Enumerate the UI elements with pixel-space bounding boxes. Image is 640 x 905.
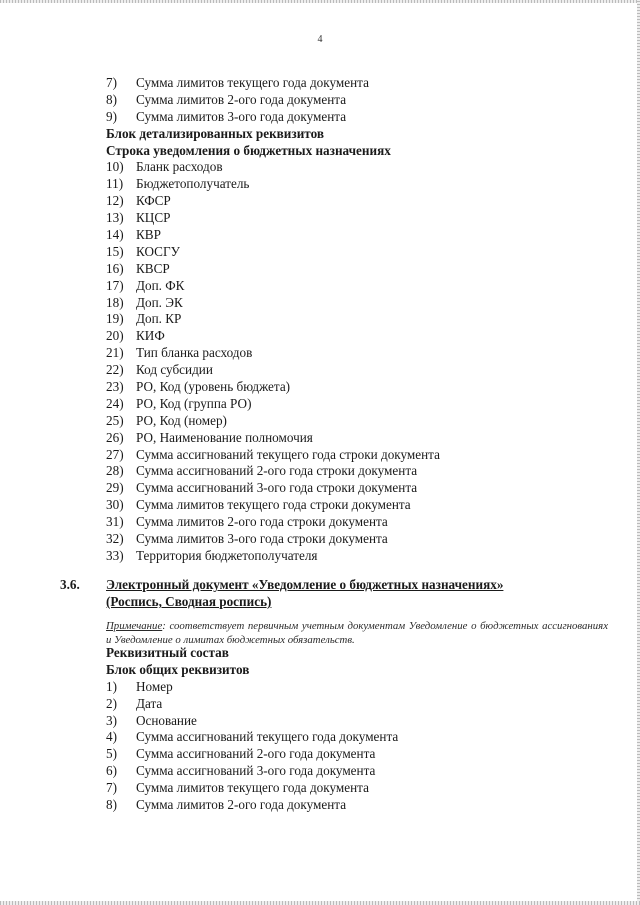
heading-composition: Реквизитный состав — [106, 645, 229, 660]
note-text: : соответствует первичным учетным документам Уведомление о бюджетных ассигнованиях и Уведомление о лимитах бюджетных обязательств. — [106, 620, 608, 646]
list-item — [106, 159, 606, 176]
list-item — [106, 696, 606, 713]
list-item-text: Бланк расходов — [136, 159, 223, 175]
list-item-number: 8) — [106, 797, 117, 813]
list-item-text: Дата — [136, 695, 163, 711]
list-item-text: Сумма лимитов 2-ого года документа — [136, 91, 347, 107]
scan-edge-bottom — [0, 901, 640, 905]
list-item — [106, 447, 606, 464]
list-item-number: 28) — [106, 463, 124, 479]
list-item — [106, 362, 606, 379]
list-item-number: 33) — [106, 547, 124, 563]
list-item — [106, 210, 606, 227]
list-item-text: Код субсидии — [136, 362, 213, 378]
list-item — [106, 497, 606, 514]
section-number: 3.6. — [60, 577, 80, 592]
list-item — [106, 713, 606, 730]
list-item — [106, 729, 606, 746]
list-item — [106, 278, 606, 295]
list-item — [106, 514, 606, 531]
section-3-6 — [60, 577, 620, 611]
list-item-number: 8) — [106, 91, 117, 107]
section-title: Электронный документ «Уведомление о бюджетных назначениях» — [106, 577, 504, 592]
list-item-text: Сумма ассигнований 3-ого года строки документа — [136, 480, 418, 496]
list-item — [106, 430, 606, 447]
list-item-text: Сумма ассигнований 3-ого года документа — [136, 763, 376, 779]
list-item-text: Сумма лимитов 3-ого года документа — [136, 108, 347, 124]
list-item-text: Сумма ассигнований текущего года строки документа — [136, 446, 440, 462]
list-item-number: 1) — [106, 678, 117, 694]
list-item — [106, 797, 606, 814]
list-item-number: 31) — [106, 514, 124, 530]
list-item-number: 14) — [106, 227, 124, 243]
list-item-text: Тип бланка расходов — [136, 345, 253, 361]
page-number: 4 — [317, 34, 323, 45]
list-item-text: Территория бюджетополучателя — [136, 547, 318, 563]
list-item-number: 16) — [106, 260, 124, 276]
list-item-text: РО, Код (уровень бюджета) — [136, 379, 291, 395]
list-item — [106, 261, 606, 278]
list-item-text: Сумма лимитов 3-ого года строки документа — [136, 531, 388, 547]
list-item-number: 7) — [106, 780, 117, 796]
list-item — [106, 75, 606, 92]
heading-detail-block: Блок детализированных реквизитов — [106, 125, 324, 141]
requisites-list-common — [106, 645, 606, 814]
list-item-text: Доп. КР — [136, 311, 182, 327]
list-item-number: 29) — [106, 480, 124, 496]
list-item — [106, 396, 606, 413]
list-item-text: РО, Код (группа РО) — [136, 395, 252, 411]
list-item — [106, 193, 606, 210]
list-item — [106, 227, 606, 244]
list-item-text: КИФ — [136, 328, 165, 344]
list-item-number: 18) — [106, 294, 124, 310]
list-item-text: Сумма лимитов 2-ого года документа — [136, 797, 347, 813]
list-item-text: Сумма ассигнований 2-ого года строки документа — [136, 463, 418, 479]
note-paragraph — [106, 619, 608, 647]
list-item — [106, 763, 606, 780]
list-item-text: Сумма лимитов текущего года строки документа — [136, 497, 411, 513]
list-item-text: Сумма лимитов 2-ого года строки документа — [136, 514, 388, 530]
list-item — [106, 413, 606, 430]
list-item-number: 2) — [106, 695, 117, 711]
list-item — [106, 379, 606, 396]
list-item-number: 6) — [106, 763, 117, 779]
list-item — [106, 176, 606, 193]
list-item-text: Основание — [136, 712, 197, 728]
list-item — [106, 463, 606, 480]
list-item-text: Номер — [136, 678, 173, 694]
list-item-number: 23) — [106, 379, 124, 395]
list-item — [106, 109, 606, 126]
list-item-number: 21) — [106, 345, 124, 361]
list-item — [106, 746, 606, 763]
list-item-text: Сумма лимитов текущего года документа — [136, 780, 369, 796]
list-item-number: 15) — [106, 243, 124, 259]
note-label: Примечание — [106, 620, 163, 632]
list-item-text: Сумма ассигнований 2-ого года документа — [136, 746, 376, 762]
list-item — [106, 679, 606, 696]
list-item — [106, 345, 606, 362]
list-item-number: 9) — [106, 108, 117, 124]
list-item — [106, 295, 606, 312]
list-item-number: 24) — [106, 395, 124, 411]
list-item-text: Бюджетополучатель — [136, 176, 250, 192]
list-item-number: 32) — [106, 531, 124, 547]
list-item-number: 19) — [106, 311, 124, 327]
list-item-text: Доп. ФК — [136, 277, 185, 293]
list-item-number: 12) — [106, 193, 124, 209]
list-item — [106, 548, 606, 565]
list-item — [106, 531, 606, 548]
list-item-number: 5) — [106, 746, 117, 762]
list-item-number: 11) — [106, 176, 124, 192]
list-item-number: 3) — [106, 712, 117, 728]
list-item — [106, 780, 606, 797]
list-item-text: Сумма лимитов текущего года документа — [136, 75, 369, 90]
list-item-number: 4) — [106, 729, 117, 745]
list-item-text: РО, Код (номер) — [136, 412, 227, 428]
list-item-text: КЦСР — [136, 210, 171, 226]
list-item — [106, 328, 606, 345]
list-item-number: 26) — [106, 429, 124, 445]
list-item-text: Сумма ассигнований текущего года документа — [136, 729, 399, 745]
list-item-number: 20) — [106, 328, 124, 344]
requisites-list-detail — [106, 75, 606, 565]
list-item — [106, 92, 606, 109]
list-item-number: 17) — [106, 277, 124, 293]
list-item-text: РО, Наименование полномочия — [136, 429, 313, 445]
list-item-text: КФСР — [136, 193, 171, 209]
list-item-number: 25) — [106, 412, 124, 428]
list-item-number: 22) — [106, 362, 124, 378]
list-item — [106, 244, 606, 261]
list-item-number: 30) — [106, 497, 124, 513]
section-subtitle: (Роспись, Сводная роспись) — [106, 593, 272, 609]
heading-notification-row: Строка уведомления о бюджетных назначениях — [106, 142, 391, 158]
list-item — [106, 480, 606, 497]
list-item-text: КВР — [136, 227, 161, 243]
list-item-number: 13) — [106, 210, 124, 226]
list-item-number: 27) — [106, 446, 124, 462]
list-item-number: 7) — [106, 75, 117, 90]
list-item-text: КВСР — [136, 260, 170, 276]
list-item-text: КОСГУ — [136, 243, 180, 259]
list-item — [106, 311, 606, 328]
list-item-text: Доп. ЭК — [136, 294, 183, 310]
list-item-number: 10) — [106, 159, 124, 175]
heading-common-block: Блок общих реквизитов — [106, 661, 250, 677]
scan-edge-top — [0, 0, 640, 3]
